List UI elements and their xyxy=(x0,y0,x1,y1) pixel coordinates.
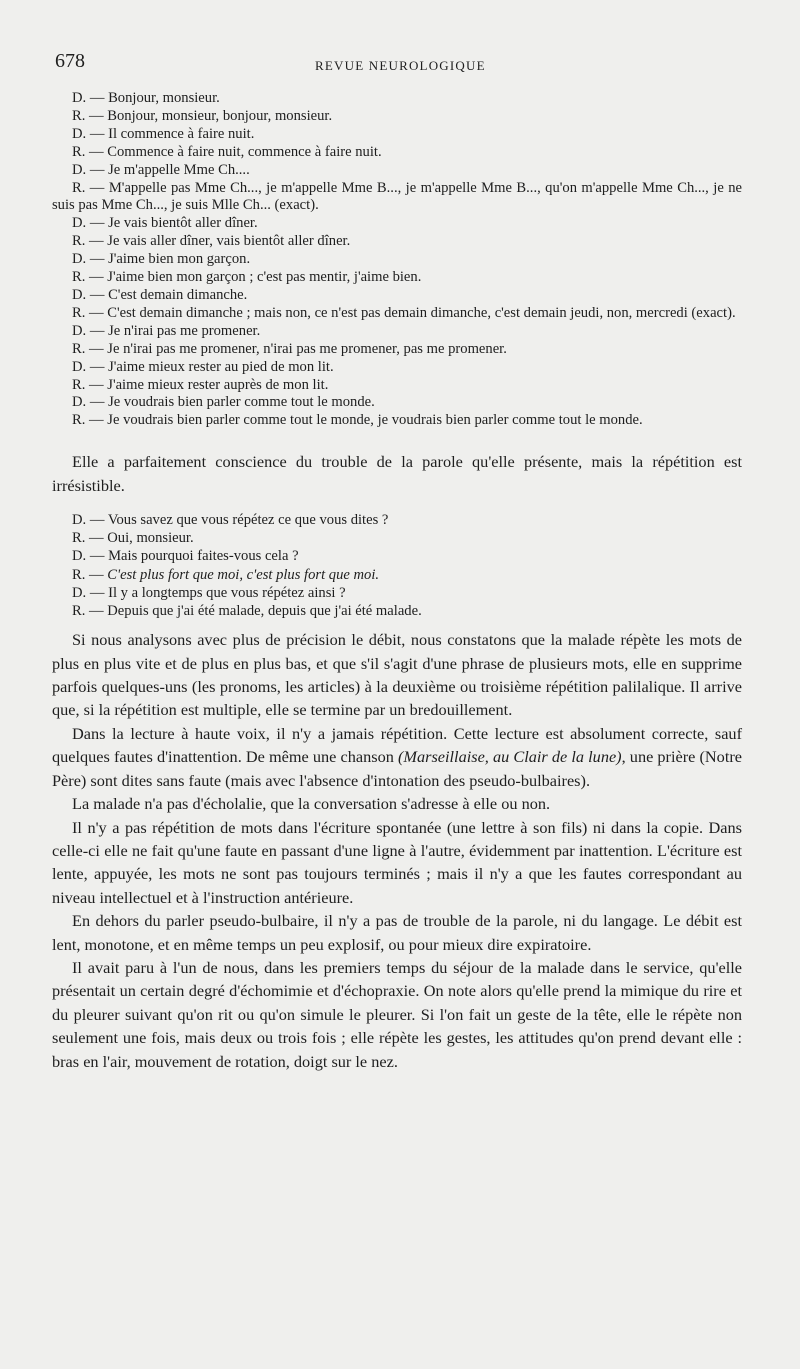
dialogue-line: D. — Je vais bientôt aller dîner. xyxy=(72,215,258,232)
paragraph-text: Dans la lecture à haute voix, il n'y a jamais répétition. Cette lecture est absolument correcte, sauf quelques fautes d'inattention. De même une chanson xyxy=(52,723,742,767)
dialogue-block-1 xyxy=(52,90,742,430)
dialogue-line: D. — Je voudrais bien parler comme tout le monde. xyxy=(72,394,375,411)
paragraph-conscience: Elle a parfaitement conscience du trouble de la parole qu'elle présente, mais la répétition est irrésistible. xyxy=(52,452,742,495)
dialogue-line: D. — J'aime bien mon garçon. xyxy=(72,251,251,268)
page-number: 678 xyxy=(55,50,85,72)
italic-title: (Marseillaise, au Clair de la lune) xyxy=(397,747,622,767)
running-title: REVUE NEUROLOGIQUE xyxy=(315,58,486,73)
paragraph-echolalie: La malade n'a pas d'écholalie, que la conversation s'adresse à elle ou non. xyxy=(72,794,551,814)
paragraph-debit: Si nous analysons avec plus de précision le débit, nous constatons que la malade répète les mots de plus en plus vite et de plus en plus bas, et que s'il s'agit d'une phrase de plusieurs mots, elle en supprime parfois quelques-uns (les pronoms, les articles) à la deuxième ou troisième répétition palilalique. Il arrive que, si la répétition est multiple, elle se termine par un bredouillement. xyxy=(52,630,742,720)
dialogue-line: R. — Oui, monsieur. xyxy=(72,530,194,547)
dialogue-line xyxy=(62,566,742,584)
paragraph-ecriture: Il n'y a pas répétition de mots dans l'écriture spontanée (une lettre à son fils) ni dans la copie. Dans celle-ci elle ne fait qu'une faute en passant d'une ligne à l'autre, évidemment par inattention. L'écriture est lente, appuyée, les mots ne sont pas toujours terminés ; mais il n'y a que les fautes correspondant au niveau intellectuel et à l'instruction antérieure. xyxy=(52,817,742,907)
dialogue-line: R. — Je vais aller dîner, vais bientôt aller dîner. xyxy=(72,233,351,250)
dialogue-block-2 xyxy=(62,511,742,620)
dialogue-line: D. — Je m'appelle Mme Ch.... xyxy=(72,161,250,178)
dialogue-line: D. — Bonjour, monsieur. xyxy=(72,90,220,106)
paragraph-text: , une prière (Notre Père) sont dites sans faute (mais avec l'absence d'intonation des pseudo-bulbaires). xyxy=(52,747,742,790)
dialogue-line: D. — Vous savez que vous répétez ce que vous dites ? xyxy=(72,512,389,529)
dialogue-line: R. — J'aime bien mon garçon ; c'est pas mentir, j'aime bien. xyxy=(72,269,422,286)
dialogue-line: R. — Je voudrais bien parler comme tout le monde, je voudrais bien parler comme tout le monde. xyxy=(72,412,643,429)
page-header xyxy=(55,50,745,78)
dialogue-line: R. — Je n'irai pas me promener, n'irai pas me promener, pas me promener. xyxy=(72,340,507,357)
paragraph-lecture xyxy=(52,722,742,792)
dialogue-line: D. — C'est demain dimanche. xyxy=(72,286,248,303)
paragraph-echomimie: Il avait paru à l'un de nous, dans les premiers temps du séjour de la malade dans le service, qu'elle présentait un certain degré d'échomimie et d'échopraxie. On note alors qu'elle prend la mimique du rire et du pleurer suivant qu'on rit ou qu'on simule le pleurer. Si l'on fait un geste de la tête, elle le répète non seulement une fois, mais deux ou trois fois ; elle répète les gestes, les attitudes qu'on prend devant elle : bras en l'air, mouvement de rotation, doigt sur le nez. xyxy=(52,957,742,1071)
page-body xyxy=(52,90,742,1073)
dialogue-line: R. — Commence à faire nuit, commence à faire nuit. xyxy=(72,143,382,160)
italic-reply: C'est plus fort que moi, c'est plus fort que moi. xyxy=(107,566,380,583)
speaker-prefix: R. — xyxy=(72,566,108,583)
paragraph-langage: En dehors du parler pseudo-bulbaire, il n'y a pas de trouble de la parole, ni du langage. Le débit est lent, monotone, et en même temps un peu explosif, ou pour mieux dire expiratoire. xyxy=(52,911,742,954)
dialogue-line: D. — J'aime mieux rester au pied de mon lit. xyxy=(72,358,334,375)
dialogue-line: D. — Je n'irai pas me promener. xyxy=(72,322,261,339)
dialogue-line: R. — C'est demain dimanche ; mais non, ce n'est pas demain dimanche, c'est demain jeudi, non, mercredi (exact). xyxy=(72,304,736,321)
dialogue-line: D. — Il commence à faire nuit. xyxy=(72,125,255,142)
dialogue-line: D. — Mais pourquoi faites-vous cela ? xyxy=(72,548,299,565)
dialogue-line: R. — J'aime mieux rester auprès de mon lit. xyxy=(72,376,329,393)
dialogue-line: R. — M'appelle pas Mme Ch..., je m'appelle Mme B..., je m'appelle Mme B..., qu'on m'appelle Mme Ch..., je ne suis pas Mme Ch..., je suis Mlle Ch... (exact). xyxy=(52,179,742,214)
dialogue-line: D. — Il y a longtemps que vous répétez ainsi ? xyxy=(72,584,346,601)
dialogue-line: R. — Bonjour, monsieur, bonjour, monsieur. xyxy=(72,107,333,124)
dialogue-line: R. — Depuis que j'ai été malade, depuis que j'ai été malade. xyxy=(72,603,422,620)
